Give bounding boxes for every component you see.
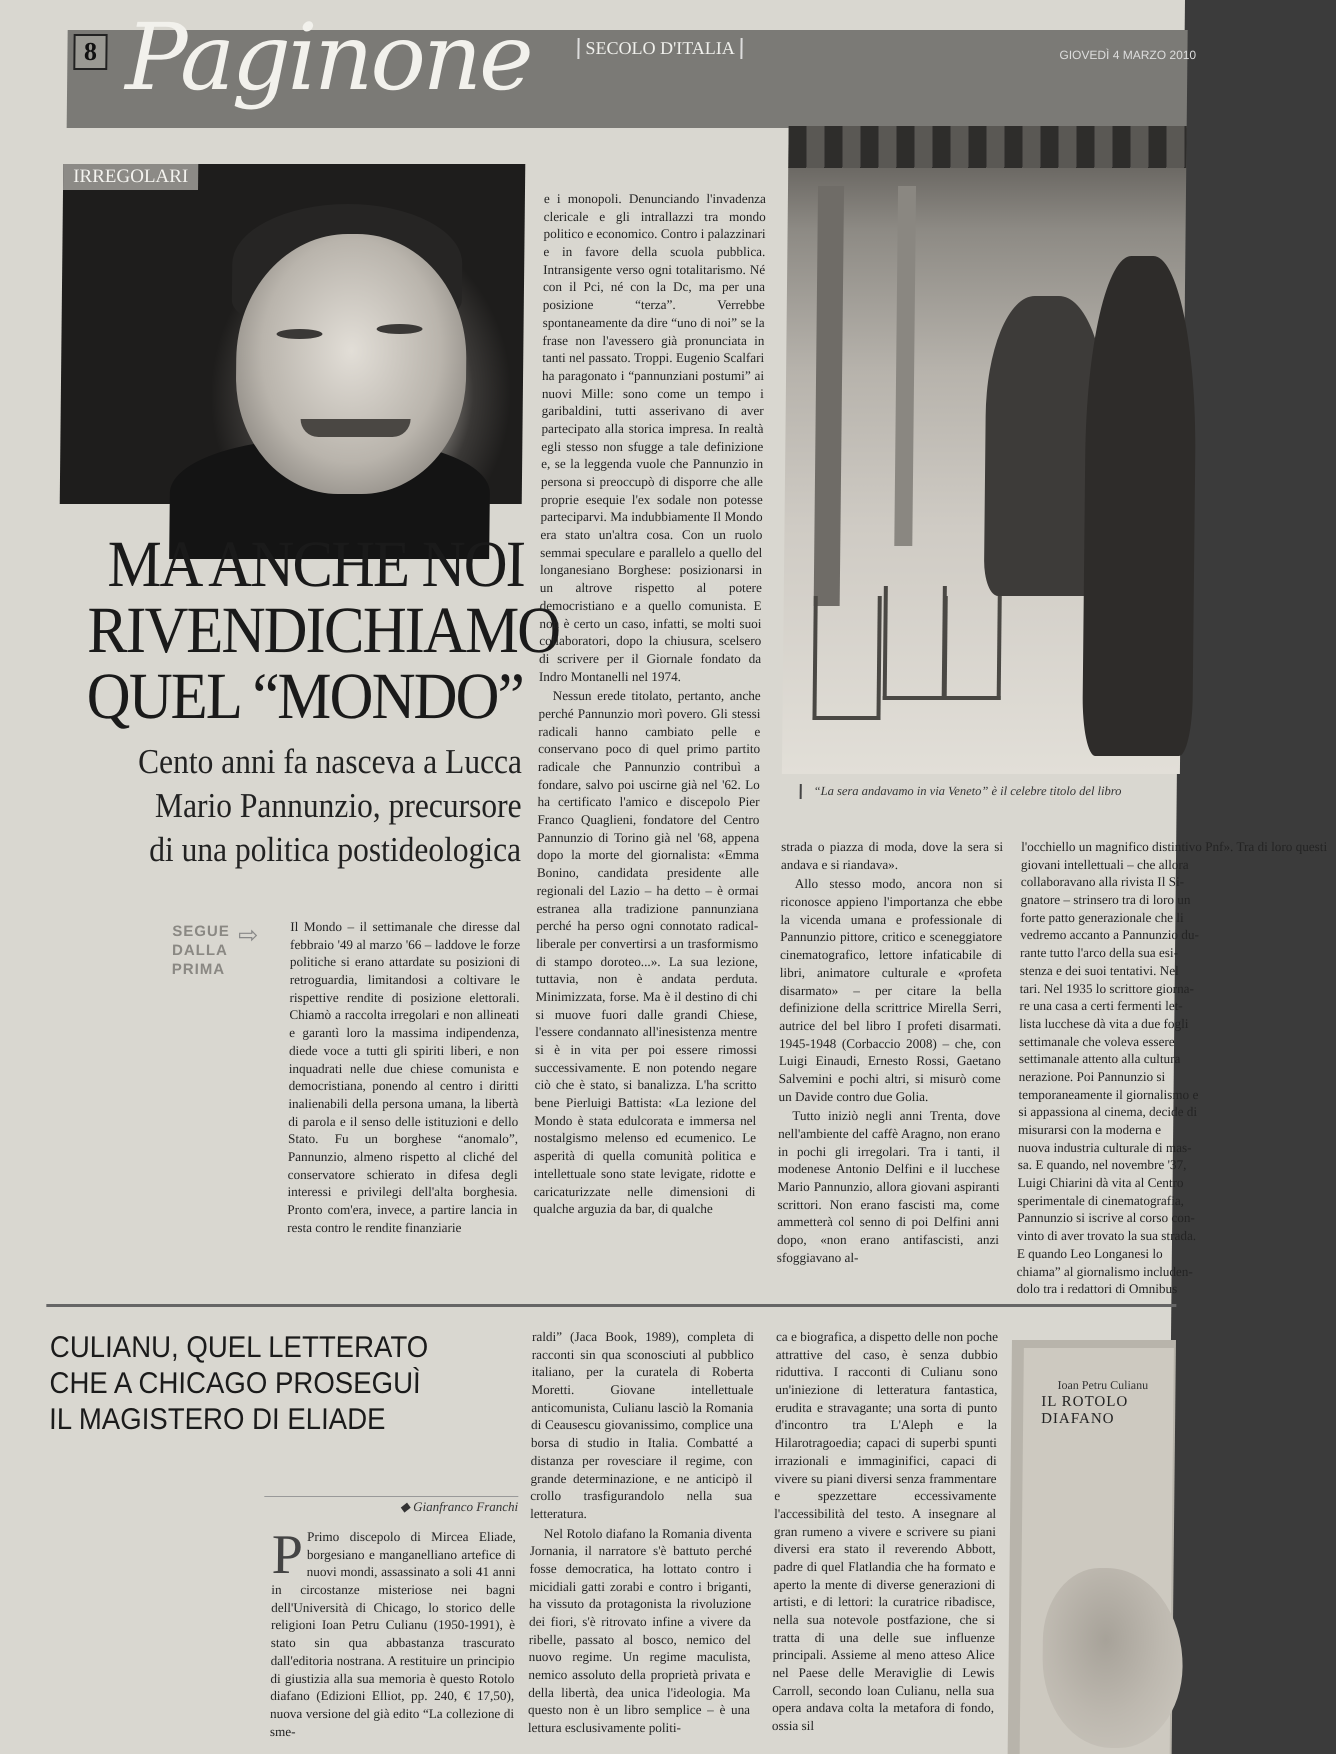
article-subheadline: [80, 740, 522, 871]
headline-line: CULIANU, QUEL LETTERATO: [49, 1331, 429, 1364]
headline-line: IL MAGISTERO DI ELIADE: [48, 1403, 386, 1436]
header-date: GIOVEDÌ 4 MARZO 2010: [1059, 48, 1197, 62]
headline-line: CHE A CHICAGO PROSEGUÌ: [49, 1367, 421, 1400]
section-divider: [46, 1304, 1176, 1307]
paragraph: raldi” (Jaca Book, 1989), completa di racconti sin qua sconosciuti al pubblico italiano, per la curatela di Roberta Moretti. Giovane intellettuale anticomunista, Culianu lasciò la Romania di Ceausescu giovanissimo, complice una borsa di studio in Italia. Combatté a distanza per rovesciare il regime, con grande determinazione, e ne anticipò il crollo trasfigurandolo nella sua letteratura.: [530, 1329, 755, 1521]
article-headline: [86, 528, 560, 733]
headline-line: MA ANCHE NOI: [107, 528, 525, 601]
segue-dalla-prima: SEGUE DALLA PRIMA: [171, 923, 230, 978]
section-title: Paginone: [124, 4, 532, 111]
article2-column-3: [772, 1328, 998, 1754]
paragraph: strada o piazza di moda, dove la sera si andava e si riandava».: [780, 839, 1004, 872]
article2-column-1: [269, 1524, 516, 1754]
byline: [264, 1496, 518, 1515]
article2-column-2: [528, 1328, 754, 1754]
headline-line: QUEL “MONDO”: [86, 660, 524, 733]
article2-headline: [49, 1330, 483, 1438]
paragraph: Allo stesso modo, ancora non si riconosce appieno l'importanza che ebbe la vicenda umana e professionale di Pannunzio pittore, critico e sceneggiatore cinematografico, lettore infaticabile di libri, animatore culturale e «profeta disarmato» – per citare la bella definizione della scrittrice Mirella Serri, autrice del bel libro I profeti disarmati. 1945-1948 (Corbaccio 2008) – che, con Luigi Einaudi, Ernesto Rossi, Gaetano Salvemini e pochi altri, si misurò come un Davide contro due Golia.: [778, 876, 1003, 1104]
article-column-1: [286, 918, 520, 1298]
via-veneto-photo: [782, 126, 1187, 774]
paragraph: Primo discepolo di Mircea Eliade, borgesiano e manganelliano artefice di nuovi mondi, assassinato a soli 41 anni in circostanze misteriose nei bagni dell'Università di Chicago, lo storico delle religioni Ioan Petru Culianu (1950-1991), è stato sin qua abbastanza trascurato dall'editoria nostrana. A restituire un principio di giustizia alla sua memoria è questo Rotolo diafano (Edizioni Elliot, pp. 240, € 17,50), nuova versione del già edito “La collezione di sme-: [269, 1529, 516, 1739]
paragraph: Nel Rotolo diafano la Romania diventa Jornania, il narratore s'è battuto perché fosse democratica, ha lottato contro i micidiali gatti zorabi e contro i briganti, ha vissuto da protagonista la rivoluzione dei fiori, s'è ritrovato infine a vivere da ribelle, passato al bosco, nemico del nuovo regime. Un regime maculista, nemico assoluto della proprietà privata e della libertà, dea unica l'ideologia. Ma questo non è un libro semplice – è una lettura esclusivamente politi-: [527, 1525, 753, 1736]
article-column-4: l'occhiello un magnifico distintivo Pnf». Tra di loro questi giovani intellettuali – che allora collaboravano alla rivista Il Si- gnatore – strinsero tra di loro un forte patto generazionale che li vedremo accanto a Pannunzio du- rante tutto l'arco della sua esi- stenza e dei suoi tentativi. Nel tari. Nel 1935 lo scrittore giorna- re una casa a certi fermenti let- lista lucchese dà vita a due fogli settimanale che voleva essere settimanale attento alla cultura nerazione. Poi Pannunzio si temporaneamente il giornalismo e si appassiona al cinema, decide di misurarsi con la moderna e nuova industria culturale di mas- sa. E quando, nel novembre '37, Luigi Chiarini dà vita al Centro sperimentale di cinematografia, Pannunzio si iscrive al corso con- vinto di aver trovato la sua strada. E quando Leo Longanesi lo chiama” al giornalismo includen- dolo tra i redattori di Omnibus: [1016, 839, 1328, 1297]
arrow-right-icon: ⇨: [238, 921, 259, 949]
drop-cap: P: [271, 1524, 304, 1586]
author-name: Gianfranco Franchi: [413, 1499, 519, 1514]
paragraph: e i monopoli. Denunciando l'invadenza clericale e gli intrallazzi tra mondo politico e economico. Contro i palazzinari e in favore della scuola pubblica. Intransigente verso ogni totalitarismo. Né con il Pci, né con la Dc, ma per una posizione “terza”. Verrebbe spontaneamente da dire “uno di noi” se la frase non l'avessero già pronunciata in tanti nel passato. Troppi. Eugenio Scalfari ha paragonato i “pannunziani postumi” ai nuovi Mille: sono come un tempo i garibaldini, tutti asserivano di aver partecipato alla storica impresa. In realtà egli stesso non sfugge a tale definizione e, se la leggenda vuole che Pannunzio in persona si preoccupò di disporre che alle proprie esequie l'ex sodale non potesse parteciparvi. Ma indubbiamente Il Mondo era stato un'altra cosa. Con un ruolo semmai speculare e parallelo a quello del longanesiano Borghese: posizionarsi in un altrove rispetto al potere democristiano e a quello comunista. E non è certo un caso, infatti, se molti suoi collaboratori, dopo la chiusura, scelsero di scrivere per il Giornale fondato da Indro Montanelli nel 1974.: [538, 191, 766, 684]
page-number: 8: [73, 34, 107, 70]
book-author: Ioan Petru Culianu: [1057, 1378, 1149, 1392]
article-column-2: [532, 190, 766, 1300]
pannunzio-photo: [60, 164, 526, 504]
kicker-label: IRREGOLARI: [63, 164, 198, 190]
paragraph: Tutto iniziò negli anni Trenta, dove nell'ambiente del caffè Aragno, non erano in pochi gli irregolari. Tra i tanti, il modenese Antonio Delfini e il lucchese Mario Pannunzio, allora giovani aspiranti scrittori. Non erano fascisti ma, come ammetterà col senno di poi Delfini anni dopo, «non erano antifascisti, anzi sfoggiavano al-: [776, 1108, 1001, 1265]
paragraph: Il Mondo – il settimanale che diresse dal febbraio '49 al marzo '66 – laddove le forze politiche si erano attardate su posizioni di retroguardia, limitandosi a coltivare le rispettive rendite di posizione elettorali. Chiamò a raccolta irregolari e non allineati e garantì loro la massima indipendenza, diede voce a tutti gli spiriti liberi, e non inquadrati nelle due chiese comunista e democristiana, ponendo al centro i diritti inalienabili della persona umana, la libertà di parola e il senso delle istituzioni e dello Stato. Fu un borghese “anomalo”, Pannunzio, almeno rispetto al cliché del conservatore schierato in difesa degli interessi e privilegi dell'alta borghesia. Pronto com'era, invece, a partire lancia in resta contro le rendite finanziarie: [287, 919, 521, 1235]
subhead-line: di una politica postideologica: [149, 829, 522, 869]
book-cover: [1008, 1340, 1176, 1754]
newspaper-name: SECOLO D'ITALIA: [577, 38, 743, 59]
article-column-3: [776, 838, 1003, 1298]
map-illustration: [1042, 1568, 1184, 1748]
headline-line: RIVENDICHIAMO: [86, 594, 560, 667]
book-title: IL ROTOLO DIAFANO: [1041, 1394, 1129, 1427]
diamond-icon: ◆: [399, 1499, 414, 1514]
paragraph: Nessun erede titolato, pertanto, anche perché Pannunzio morì povero. Gli stessi radicali hanno cambiato pelle e conservano poco di quel primo partito radicale che Pannunzio contribuì a fondare, salvo poi uscirne già nel '62. Lo ha certificato l'amico e discepolo Pier Franco Quaglieni, fondatore del Centro Pannunzio di Torino già nel '68, appena dopo la morte del giornalista: «Emma Bonino, candidata presidente alle regionali del Lazio – ha detto – è ormai estranea alla tradizione pannunziana perché ha perso ogni connotato radical-liberale per convertirsi a un trasformismo di stampo doroteo...». La sua lezione, tuttavia, non è andata perduta. Minimizzata, forse. Ma è il destino di chi si muove fuori dalle grandi Chiese, l'essere condannato all'inesistenza mentre si è in vita per poi essere rimossi successivamente. E non potendo negare ciò che è stato, si banalizza. L'ha scritto bene Pierluigi Battista: «La lezione del Mondo è stata edulcorata e immersa nel nostalgismo melenso ed ecumenico. Le asperità di quella comunità politica e intellettuale sono state levigate, ridotte e caricaturizzate nelle dimensioni di qualche arguzia da bar, di qualche: [533, 688, 761, 1217]
subhead-line: Mario Pannunzio, precursore: [154, 785, 522, 825]
subhead-line: Cento anni fa nasceva a Lucca: [137, 742, 523, 781]
paragraph: ca e biografica, a dispetto delle non poche attrattive del caso, è senza dubbio riduttiva. I racconti di Culianu sono un'iniezione di letteratura fantastica, erudita e stravagante; una sorta di punto d'incontro tra L'Aleph e la Hilarotragoedia; capaci di superbi spunti irrazionali e immaginifici, capaci di vivere su piani diversi senza frammentare e spezzettare eccessivamente l'accessibilità del testo. A insegnare al gran rumeno a vivere e scrivere su piani diversi era stato il reverendo Abbott, padre di quel Flatlandia che ha formato e aperto la mente di diverse generazioni di artisti, e di lettori: la curatrice ribadisce, nella sua notevole postfazione, che si tratta di una delle sue influenze principali. Assieme al meno atteso Alice nel Paese delle Meraviglie di Lewis Carroll, secondo loan Culianu, nella sua opera andava colta la metafora di fondo, ossia sil: [771, 1329, 999, 1734]
photo-caption: “La sera andavamo in via Veneto” è il celebre titolo del libro: [800, 784, 1194, 799]
